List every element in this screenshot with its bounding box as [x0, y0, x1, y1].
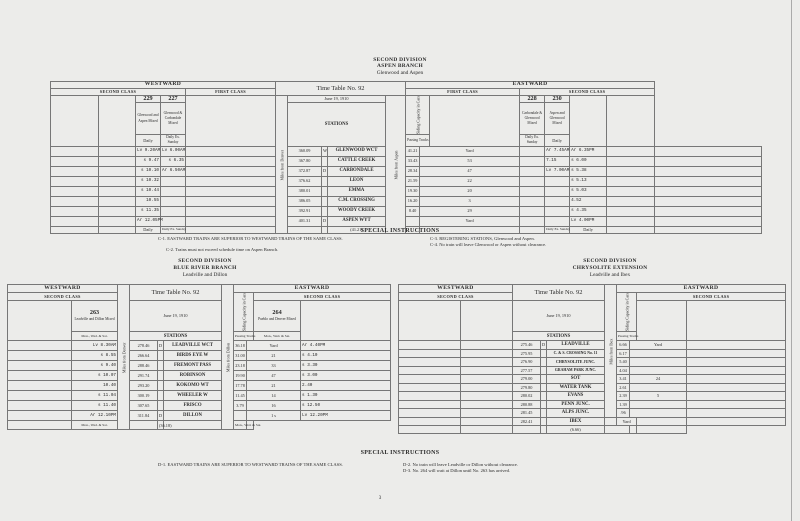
chrys-westward-heading: WESTWARD	[399, 285, 513, 293]
chrys-branch: CHRYSOLITE EXTENSION	[572, 265, 648, 271]
train-230-days: Daily	[545, 135, 570, 146]
table-cell: s 4.10	[301, 351, 391, 361]
train-229-days: Daily	[136, 135, 161, 146]
table-cell: s 8.55	[72, 351, 118, 361]
chrys-passing-label: Passing Tracks	[617, 332, 637, 341]
table-cell: Lv 9.20AM	[136, 146, 161, 156]
table-cell: 23.18	[234, 361, 247, 371]
table-cell: Lv 12.20PM	[301, 411, 391, 421]
table-row	[8, 381, 391, 391]
table-cell: Lv 6.00AM	[161, 146, 186, 156]
table-cell: Ar 6.50AM	[161, 166, 186, 176]
table-cell: BIRDS EYE W	[164, 351, 222, 361]
table-cell: s 6.35	[161, 156, 186, 166]
train-228-days-footer: Daily Ex. Sunday	[545, 226, 570, 233]
train-230-days-footer: Daily	[570, 226, 607, 233]
table-cell	[161, 206, 186, 216]
table-cell: s 10.32	[136, 176, 161, 186]
blue-division: SECOND DIVISION	[178, 258, 232, 264]
table-cell: 53	[420, 156, 520, 166]
table-cell: 21.59	[406, 176, 420, 186]
blue-miles-from-dillon-label: Miles from Dillon	[222, 285, 234, 430]
aspen-east-first-class: FIRST CLASS	[406, 89, 520, 96]
table-cell: EVANS	[547, 392, 605, 401]
table-cell: 4.04	[617, 366, 630, 375]
aspen-instr-c4: C-4. No train will leave Glenwood or Aspen without clearance.	[430, 242, 547, 247]
table-cell	[630, 409, 687, 418]
table-cell: s 9.40	[72, 361, 118, 371]
blue-eastward-heading: EASTWARD	[234, 285, 391, 293]
table-cell: 2.61	[617, 383, 630, 392]
table-cell: D	[322, 166, 328, 176]
train-228-number: 228	[520, 96, 545, 103]
table-cell: KOKOMO WT	[164, 381, 222, 391]
train-228-desc: Carbondale & Glenwood Mixed	[520, 103, 545, 135]
table-cell: s 9.47	[136, 156, 161, 166]
table-cell: s 5.13	[570, 176, 607, 186]
table-cell: WOODY CREEK	[328, 206, 386, 216]
table-cell: D	[322, 216, 328, 226]
table-cell: 291.74	[130, 371, 158, 381]
blue-instr-d2: D-2. No train will leave Leadville or Dillon without clearance.	[403, 462, 518, 467]
table-cell: 19.30	[406, 186, 420, 196]
table-cell: s 11.40	[72, 401, 118, 411]
aspen-instr-title: SPECIAL INSTRUCTIONS	[360, 228, 440, 234]
table-cell	[406, 216, 420, 226]
table-cell: Ar 6.35PM	[570, 146, 607, 156]
table-cell: WHEELER W	[164, 391, 222, 401]
table-cell: 1.39	[617, 400, 630, 409]
chrys-stations-label: STATIONS	[513, 332, 605, 341]
table-row	[399, 392, 786, 401]
table-cell: 19.90	[234, 371, 247, 381]
train-263-days-footer: Mon., Wed. & Sat.	[72, 421, 118, 430]
table-cell: 279.80	[513, 383, 541, 392]
table-row	[399, 400, 786, 409]
train-230-number: 230	[545, 96, 570, 103]
table-cell: PENN JUNC.	[547, 400, 605, 409]
table-cell: 3.79	[234, 401, 247, 411]
train-263-number: 263	[89, 309, 100, 317]
table-cell: Yard	[247, 341, 301, 351]
table-cell: CHRYSOLITE JUNC.	[547, 358, 605, 367]
table-cell	[545, 216, 570, 226]
table-row	[8, 401, 391, 411]
table-cell: FREMONT PASS	[164, 361, 222, 371]
chrys-eastward-heading: EASTWARD	[617, 285, 786, 293]
table-row	[399, 375, 786, 384]
page-edge-line	[791, 0, 792, 521]
table-cell: 17.78	[234, 381, 247, 391]
table-cell: W	[322, 146, 328, 156]
chrys-east-second-class: SECOND CLASS	[637, 293, 786, 301]
train-230-desc: Aspen and Glenwood Mixed	[545, 103, 570, 135]
table-cell: 5	[630, 392, 687, 401]
blue-timetable	[7, 284, 391, 430]
train-227-days: Daily Ex. Sunday	[161, 135, 186, 146]
table-cell: WATER TANK	[547, 383, 605, 392]
table-cell: 31.00	[234, 351, 247, 361]
table-cell	[605, 417, 617, 426]
aspen-stations-label: STATIONS	[288, 103, 386, 147]
blue-westward-heading: WESTWARD	[8, 285, 118, 293]
aspen-east-second-class: SECOND CLASS	[520, 89, 655, 96]
aspen-between: Glenwood and Aspen	[376, 70, 424, 76]
aspen-west-first-class: FIRST CLASS	[186, 89, 276, 96]
table-cell: 281.45	[513, 409, 541, 418]
table-cell: 10.40	[72, 381, 118, 391]
table-cell: ASPEN WYT	[328, 216, 386, 226]
table-cell: 22	[420, 176, 520, 186]
table-cell: 33	[247, 361, 301, 371]
table-cell: C. & S. CROSSING No. 11	[547, 349, 605, 358]
aspen-siding-label: Siding Capacity in Cars	[406, 96, 430, 135]
table-cell	[630, 366, 687, 375]
table-cell: s 3.00	[301, 371, 391, 381]
table-cell: 3	[420, 196, 520, 206]
table-cell: D	[158, 341, 164, 351]
train-227-number: 227	[161, 96, 186, 103]
table-cell: Ar 4.40PM	[301, 341, 391, 351]
table-cell: 1 s	[247, 411, 301, 421]
table-cell: GRAHAM PARK JUNC.	[547, 366, 605, 375]
table-cell: 29	[420, 206, 520, 216]
table-cell: Yard	[420, 146, 520, 156]
table-cell: 21	[247, 351, 301, 361]
table-row	[399, 358, 786, 367]
blue-west-second-class: SECOND CLASS	[8, 293, 118, 301]
table-cell: 307.65	[130, 401, 158, 411]
table-cell: s 10.07	[72, 371, 118, 381]
table-cell: 16.20	[406, 196, 420, 206]
table-cell: 11.45	[234, 391, 247, 401]
table-cell: 372.87	[288, 166, 322, 176]
table-cell: Ar 12.10PM	[72, 411, 118, 421]
table-row	[399, 409, 786, 418]
train-263-desc: Leadville and Dillon Mixed	[74, 316, 115, 321]
table-cell: s 12.50	[301, 401, 391, 411]
table-cell: ROBINSON	[164, 371, 222, 381]
table-cell: Ar 12.05PM	[136, 216, 161, 226]
train-229-number: 229	[136, 96, 161, 103]
table-cell: 5.40	[617, 358, 630, 367]
table-cell: 2.40	[301, 381, 391, 391]
table-cell: LEADVILLE	[547, 341, 605, 350]
table-cell: Lv 7.00AM	[545, 166, 570, 176]
table-cell: 277.57	[513, 366, 541, 375]
table-cell: 275.95	[513, 349, 541, 358]
table-cell: 266.64	[130, 351, 158, 361]
table-cell: 7.15	[545, 156, 570, 166]
table-cell: D	[542, 342, 546, 348]
table-cell: ALPS JUNC.	[547, 409, 605, 418]
table-cell: 2.39	[617, 392, 630, 401]
aspen-timetable	[50, 81, 762, 234]
table-cell: 14	[247, 391, 301, 401]
blue-stations-label: STATIONS	[130, 332, 222, 341]
table-cell	[545, 176, 570, 186]
table-cell	[545, 196, 570, 206]
table-cell: SOT	[547, 375, 605, 384]
train-229-days-footer: Daily	[136, 226, 161, 233]
table-cell: CATTLE CREEK	[328, 156, 386, 166]
table-cell: Ar 7.45AM	[545, 146, 570, 156]
blue-timetable-title: Time Table No. 92	[130, 285, 222, 301]
blue-instr-title: SPECIAL INSTRUCTIONS	[360, 450, 440, 456]
blue-passing-label: Passing Tracks	[234, 332, 254, 341]
table-cell: s 5.03	[570, 186, 607, 196]
table-cell	[630, 358, 687, 367]
table-cell: Yard	[630, 341, 687, 350]
aspen-date: June 19, 1910	[288, 96, 386, 103]
table-cell: 47	[420, 166, 520, 176]
table-row	[8, 411, 391, 421]
table-cell: s 10.44	[136, 186, 161, 196]
table-cell	[545, 206, 570, 216]
table-cell: 41.21	[406, 146, 420, 156]
train-227-days-footer: Daily Ex. Sunday	[161, 226, 186, 233]
aspen-instr-c2: C-2. Trains must not exceed schedule time on Aspen Branch.	[166, 247, 279, 252]
table-cell: CARBONDALE	[328, 166, 386, 176]
table-cell: 28.34	[406, 166, 420, 176]
table-cell	[161, 176, 186, 186]
table-cell	[630, 349, 687, 358]
table-cell: 21	[247, 381, 301, 391]
table-row	[399, 366, 786, 375]
table-cell: C.M. CROSSING	[328, 196, 386, 206]
table-cell: 276.90	[513, 358, 541, 367]
table-cell: s 6.00	[570, 156, 607, 166]
table-row	[399, 383, 786, 392]
train-228-days: Daily Ex. Sunday	[520, 135, 545, 146]
table-cell: EMMA	[328, 186, 386, 196]
table-cell: 278.46	[130, 341, 158, 351]
blue-east-second-class: SECOND CLASS	[254, 293, 391, 301]
table-cell: 10.55	[136, 196, 161, 206]
table-cell: 16	[247, 401, 301, 411]
table-cell	[630, 383, 687, 392]
table-cell: 380.01	[288, 186, 322, 196]
table-cell: 280.02	[513, 392, 541, 401]
table-cell: Yard	[617, 417, 637, 426]
blue-siding-label: Siding Capacity in Cars	[234, 293, 254, 332]
table-cell: 279.00	[513, 375, 541, 384]
blue-between: Leadville and Dillon	[182, 272, 228, 278]
table-row	[399, 349, 786, 358]
table-cell: 376.62	[288, 176, 322, 186]
table-cell	[161, 186, 186, 196]
table-cell	[161, 216, 186, 226]
chrys-total-miles: (6.66)	[547, 426, 605, 434]
train-229-desc: Glenwood and Aspen Mixed	[136, 103, 161, 135]
table-cell: 20	[420, 186, 520, 196]
miles-from-aspen-label: Miles from Aspen	[386, 96, 406, 234]
table-cell	[161, 196, 186, 206]
table-cell: 401.31	[288, 216, 322, 226]
aspen-total-miles: (41.21)	[328, 226, 386, 233]
table-cell: s 11.04	[72, 391, 118, 401]
table-cell: LEON	[328, 176, 386, 186]
aspen-eastward-heading: EASTWARD	[406, 82, 655, 89]
aspen-instr-c3: C-3. REGISTERING STATIONS, Glenwood and Aspen.	[430, 236, 535, 241]
table-row	[399, 417, 786, 426]
table-cell: 288.46	[130, 361, 158, 371]
table-row	[8, 341, 391, 351]
table-cell: .96	[617, 409, 630, 418]
blue-branch: BLUE RIVER BRANCH	[173, 265, 237, 271]
aspen-timetable-title: Time Table No. 92	[276, 82, 406, 96]
table-row	[399, 341, 786, 350]
table-cell: 33.43	[406, 156, 420, 166]
page-number: 3	[378, 496, 382, 501]
table-cell: Yard	[420, 216, 520, 226]
chrys-miles-from-ibex-label: Miles from Ibex	[605, 285, 617, 418]
table-cell: Lv 8.30AM	[72, 341, 118, 351]
table-cell: GLENWOOD WCT	[328, 146, 386, 156]
train-264-days: Mon., Wed. & Sat.	[254, 332, 301, 341]
blue-miles-from-denver-label: Miles from Denver	[118, 285, 130, 430]
table-cell: 47	[247, 371, 301, 381]
table-cell: 6.17	[617, 349, 630, 358]
table-cell	[545, 186, 570, 196]
chrys-between: Leadville and Ibex	[589, 272, 631, 278]
table-cell: s 11.35	[136, 206, 161, 216]
table-cell: 392.91	[288, 206, 322, 216]
blue-total-miles: (36.18)	[158, 421, 164, 430]
train-227-desc: Glenwood & Carbondale Mixed	[161, 103, 186, 135]
table-cell: 8.40	[406, 206, 420, 216]
blue-instr-d1: D-1. EASTWARD TRAINS ARE SUPERIOR TO WESTWARD TRAINS OF THE SAME CLASS.	[158, 462, 343, 467]
chrys-division: SECOND DIVISION	[583, 258, 637, 264]
table-cell: 311.84	[130, 411, 158, 421]
table-cell: 36.18	[234, 341, 247, 351]
train-264-desc: Pueblo and Denver Mixed	[258, 316, 296, 321]
table-cell: LEADVILLE WCT	[164, 341, 222, 351]
aspen-westward-heading: WESTWARD	[51, 82, 276, 89]
aspen-instr-c1: C-1. EASTWARD TRAINS ARE SUPERIOR TO WESTWARD TRAINS OF THE SAME CLASS.	[158, 236, 343, 241]
table-row	[8, 361, 391, 371]
table-cell: 275.46	[513, 341, 541, 350]
chrys-date: June 19, 1910	[513, 301, 605, 332]
aspen-branch: ASPEN BRANCH	[377, 63, 423, 69]
table-cell: 24	[630, 375, 687, 384]
table-cell: 282.41	[513, 417, 541, 426]
table-cell: s 10.10	[136, 166, 161, 176]
table-row	[8, 371, 391, 381]
table-cell: 3.41	[617, 375, 630, 384]
chrys-timetable	[398, 284, 786, 434]
chrys-siding-label: Siding Capacity in Cars	[617, 293, 637, 332]
table-row	[8, 391, 391, 401]
table-row	[8, 351, 391, 361]
table-cell: 6.66	[617, 341, 630, 350]
table-cell: s 4.35	[570, 206, 607, 216]
table-cell	[234, 411, 247, 421]
table-cell: 367.80	[288, 156, 322, 166]
aspen-west-second-class: SECOND CLASS	[51, 89, 186, 96]
train-264-days-footer: Mon., Wed. & Sat.	[234, 421, 247, 430]
blue-date: June 19, 1910	[130, 301, 222, 332]
table-cell: Lv 4.00PM	[570, 216, 607, 226]
table-cell: IBEX	[547, 417, 605, 426]
table-cell: DILLON	[164, 411, 222, 421]
table-cell: 293.20	[130, 381, 158, 391]
chrys-west-second-class: SECOND CLASS	[399, 293, 513, 301]
miles-from-denver-label: Miles from Denver	[276, 96, 288, 234]
chrys-timetable-title: Time Table No. 92	[513, 285, 605, 301]
table-cell: s 3.30	[301, 361, 391, 371]
aspen-passing-label: Passing Tracks	[406, 135, 430, 146]
table-cell: 300.19	[130, 391, 158, 401]
table-cell: s 5.38	[570, 166, 607, 176]
blue-instr-d3: D-3. No. 264 will wait at Dillon until No. 263 has arrived.	[403, 468, 511, 473]
table-cell: s 1.30	[301, 391, 391, 401]
table-cell	[630, 400, 687, 409]
table-cell: 4.52	[570, 196, 607, 206]
aspen-division: SECOND DIVISION	[373, 57, 427, 63]
table-cell: 280.88	[513, 400, 541, 409]
table-cell: D	[158, 411, 164, 421]
train-263-days: Mon., Wed. & Sat.	[72, 332, 118, 341]
table-cell: 360.09	[288, 146, 322, 156]
table-cell: 386.05	[288, 196, 322, 206]
table-cell: FRISCO	[164, 401, 222, 411]
train-264-number: 264	[272, 309, 282, 317]
